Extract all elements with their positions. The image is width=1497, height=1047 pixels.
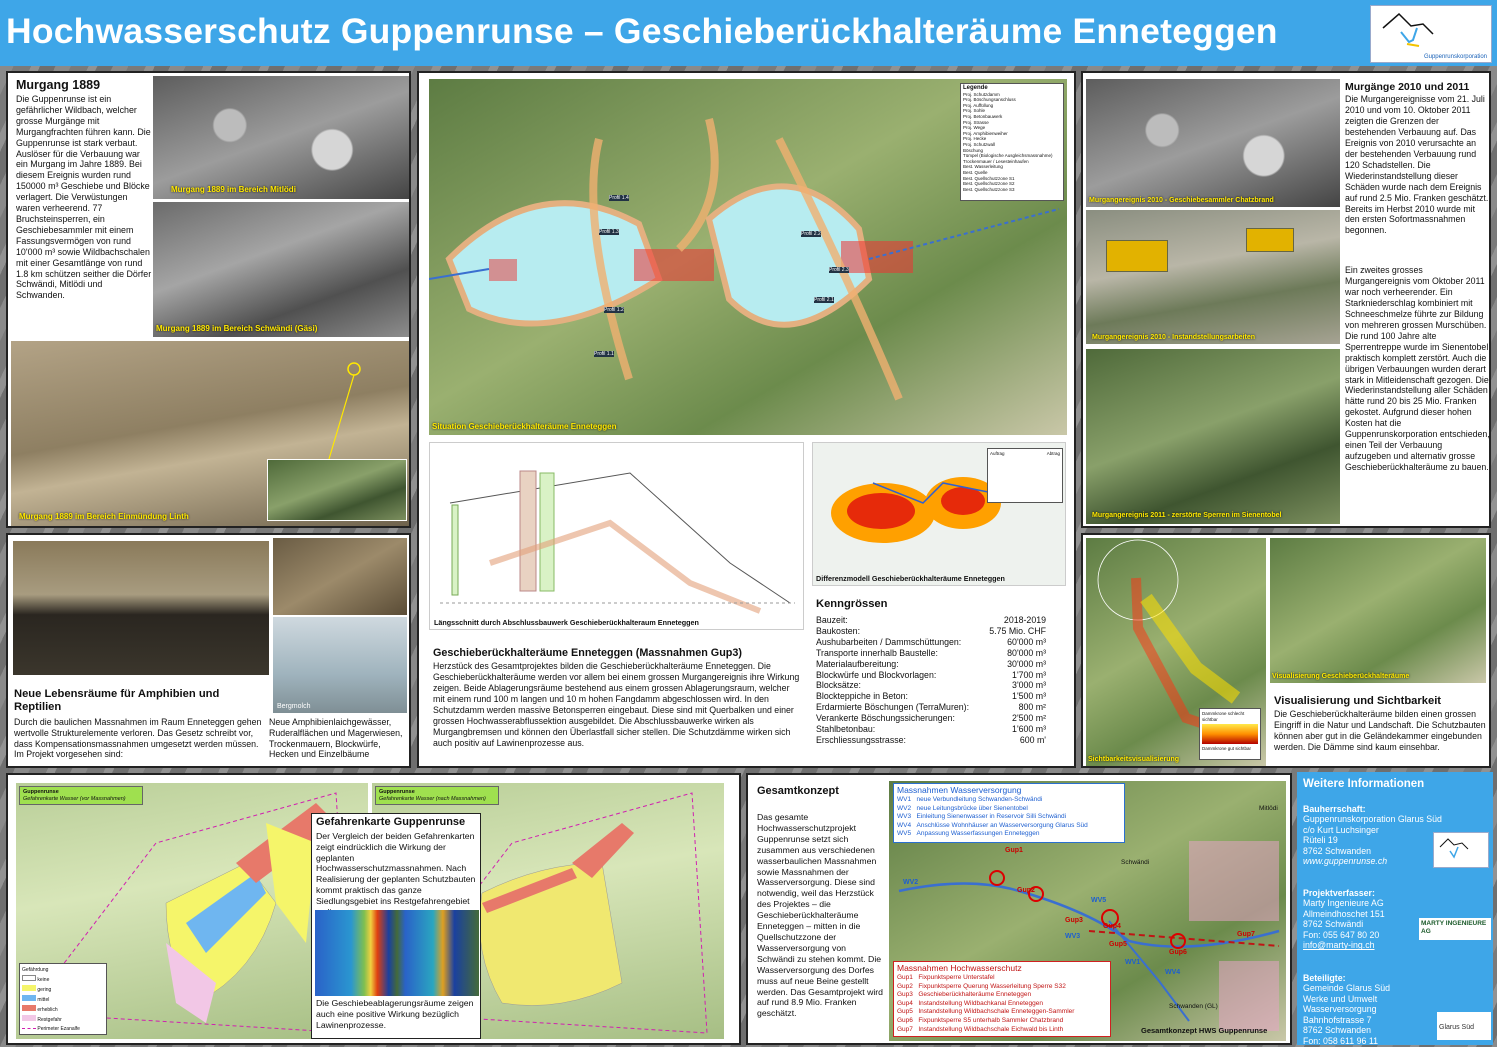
- map-label-gup4: Gup4: [1103, 923, 1121, 930]
- legend-auftrag: Auftrag: [990, 451, 1005, 456]
- murgang-1889-title: Murgang 1889: [16, 78, 101, 92]
- hws-title: Massnahmen Hochwasserschutz: [897, 963, 1022, 973]
- wv-row: WV5 Anpassung Wasserfassungen Enneteggen: [897, 830, 1040, 838]
- hws-row: Gup6 Fixpunktsperre S5 unterhalb Sammler Chatzbrand: [897, 1016, 1064, 1024]
- hws-row: Gup1 Fixpunktsperre Unterstafel: [897, 974, 995, 981]
- excavator-shape: [1106, 240, 1168, 272]
- map-label-gup3: Gup3: [1065, 917, 1083, 924]
- profile-label: Profil 1.3: [599, 229, 619, 235]
- legend-item: Proj. Sohle: [963, 108, 986, 114]
- panel-visualisierung: [1081, 533, 1491, 768]
- info-heading: Bauherrschaft:: [1303, 804, 1366, 814]
- legend-item: Proj. Betonbauwerk: [963, 113, 1003, 119]
- wv-title: Massnahmen Wasserversorgung: [897, 785, 1022, 795]
- murgaenge-2010-text1: Die Murgangereignisse vom 21. Juli 2010 und vom 10. Oktober 2011 zeigten die Grenzen der bestehenden Verbauung auf. Das Ereignis von 2010 verursachte an der bestehenden Verbauung rund 120 Schadstellen. Die Wiederinstandstellung dieser Schäden wurde nach dem Ereignis auf rund 2.5 Mio. Franken geschätzt. Bereits im Herbst 2010 wurde mit den ersten Sofortmassnahmen begonnen.: [1345, 94, 1489, 236]
- map-label-wv4: WV4: [1165, 969, 1181, 976]
- guppenrunskorporation-logo: [1370, 5, 1492, 63]
- info-line: 8762 Schwanden: [1303, 845, 1371, 856]
- legend-item: Proj. Hecke: [963, 136, 987, 142]
- info-line: c/o Kurt Luchsinger: [1303, 824, 1379, 835]
- profile-label: Profil 2.3: [829, 267, 849, 273]
- map-label-gup1: Gup1: [1005, 847, 1023, 854]
- legend-row: gering: [22, 985, 104, 995]
- laengsschnitt-caption: Längsschnitt durch Abschlussbauwerk Geschieberückhalteraum Enneteggen: [434, 618, 699, 627]
- differenzmodell-drawing: [812, 442, 1066, 586]
- wasserversorgung-box: [893, 783, 1125, 843]
- photo-caption: Murgang 1889 im Bereich Schwändi (Gäsi): [156, 324, 318, 333]
- page-title: Hochwasserschutz Guppenrunse – Geschieberückhalteräume Enneteggen: [6, 11, 1278, 51]
- legend-item: Proj. Schutzdamm: [963, 91, 1000, 97]
- excavator-shape: [1246, 228, 1294, 252]
- gesamtkonzept-map-caption: Gesamtkonzept HWS Guppenrunse: [1141, 1026, 1268, 1035]
- map-label-wv3: WV3: [1065, 933, 1081, 940]
- legend-row: mittel: [22, 995, 104, 1005]
- photo-murgang-linth: [11, 341, 409, 526]
- map-label-gup5: Gup5: [1109, 941, 1127, 948]
- panel-amphibien: [6, 533, 411, 768]
- wv-row: WV1 neue Verbundleitung Schwanden-Schwändi: [897, 796, 1043, 803]
- legend-item: Proj. Strasse: [963, 119, 989, 125]
- situation-plan-map: [429, 79, 1067, 435]
- photo-caption: Murgangereignis 2010 - Geschiebesammler Chatzbrand: [1089, 197, 1274, 204]
- legend-item: Best. Wasserleitung: [963, 164, 1003, 170]
- photo-murgang-2011-sienentobel: [1086, 349, 1340, 524]
- hochwasserschutz-box: [893, 961, 1111, 1037]
- info-line: 8762 Schwanden: [1303, 1025, 1371, 1036]
- photo-murgang-2010-instandstellung: [1086, 210, 1340, 344]
- kenn-row: Blockteppiche in Beton: 1'500 m³: [816, 691, 1046, 702]
- legend-item: Best. Quellschutzzone S1: [963, 175, 1015, 181]
- murgang-1889-text: Die Guppenrunse ist ein gefährlicher Wildbach, welcher grosse Murgänge mit Murgangfrachten führen kann. Die Guppenrunse ist stark verbaut. Auslöser für die Verbauung war ein Murgang im Jahre 1889. Bei diesem Ereignis wurden rund 150000 m³ Geschiebe und Blöcke verlagert. Die Verwüstungen waren verheerend. 77 Bruchsteinsperren, ein Geschiebesammler mit einem Fassungsvermögen von rund 10'000 m³ sowie Wildbachschalen mit einer Gesamtlänge von rund 1.8 km schützen seither die Dörfer Schwändi, Mitlödi und Schwanden.: [16, 94, 152, 301]
- visualisierung-text: Die Geschieberückhalteräume bilden einen grossen Eingriff in die Natur und Landschaft. Die Schutzbauten können aber gut in die Geländekammer eingebunden werden. Die Dämme sind kaum einsehbar.: [1274, 709, 1486, 752]
- legend-swatch: [22, 975, 36, 981]
- legend-item: Proj. Auffüllung: [963, 102, 994, 108]
- info-line: 8762 Schwändi: [1303, 919, 1364, 930]
- hws-row: Gup4 Instandstellung Wildbachkanal Enneteggen: [897, 999, 1043, 1007]
- map-label-wv5: WV5: [1091, 897, 1107, 904]
- legend-item: Tümpel (Biologische Ausgleichsmassnahme): [963, 153, 1053, 159]
- tag-sub: Gefahrenkarte Wasser (vor Massnahmen): [23, 795, 126, 802]
- map-label-wv2: WV2: [903, 879, 919, 886]
- photo-caption: Visualisierung Geschieberückhalteräume: [1272, 673, 1410, 680]
- kenn-row: Materialaufbereitung: 30'000 m³: [816, 658, 1046, 669]
- section-drawing: [430, 443, 804, 630]
- profile-label: Profil 2.1: [814, 297, 834, 303]
- gefahrenkarte-tag-vor: [19, 786, 143, 805]
- glarus-sued-logo: Glarus Süd: [1437, 1012, 1491, 1040]
- map-label-wv1: WV1: [1125, 959, 1141, 966]
- photo-caption: Murgang 1889 im Bereich Mitlödi: [171, 185, 296, 194]
- kenn-row: Erdarmierte Böschungen (TerraMuren): 800 m²: [816, 702, 1046, 713]
- legend-row: Perimeter Ezanalfe: [22, 1025, 104, 1034]
- map-label-schwaendi: Schwändi: [1121, 859, 1150, 866]
- laengsschnitt-drawing: [429, 442, 804, 630]
- kenn-row: Stahlbetonbau: 1'600 m³: [816, 724, 1046, 735]
- legend-item: Böschung: [963, 147, 984, 153]
- gesamtkonzept-text: Das gesamte Hochwasserschutzprojekt Guppenrunse setzt sich zusammen aus verschiedenen wasserbaulichen Massnahmen sowie Massnahmen der Wasserversorgung. Diese sind notwendig, weil das Herzstück des Projektes – die Geschieberückhalteräume Enneteggen – mitten in die Quellschutzzone der Wasserversorgung von Schwändi zu stehen kommt. Die Wasserversorgung des Dorfes muss auf neue Beine gestellt werden. Das Gesamtprojekt wird auf rund 8.9 Mio. Franken geschätzt.: [757, 812, 884, 1019]
- legend-row: Restgefahr: [22, 1015, 104, 1025]
- photo-murgang-mitloedi: [153, 76, 409, 199]
- lawinen-simulation-images: [315, 910, 479, 996]
- gefahrenkarte-text2: Die Geschiebeablagerungsräume zeigen auch eine positive Wirkung bezüglich Lawinenprozesse.: [316, 998, 474, 1030]
- gefahrenkarte-tag-nach: [375, 786, 499, 805]
- wv-row: WV2 neue Leitungsbrücke über Sienentobel: [897, 804, 1028, 812]
- legend-row: erheblich: [22, 1005, 104, 1015]
- map-label-mitloedi: Mitlödi: [1259, 805, 1278, 812]
- marty-logo: MARTY INGENIEURE AG: [1419, 918, 1491, 940]
- photo-snake: [273, 538, 407, 615]
- massnahmen-title: Geschieberückhalteräume Enneteggen (Massnahmen Gup3): [433, 647, 742, 659]
- gesamtkonzept-map: [889, 781, 1286, 1041]
- info-logo-guppen: [1433, 832, 1489, 868]
- legend-item: Best. Quellschutzzone S3: [963, 186, 1015, 192]
- photo-caption: Murgangereignis 2010 - Instandstellungsarbeiten: [1092, 334, 1255, 341]
- mountain-logo-icon: [1434, 833, 1490, 869]
- kenn-row: Bauzeit: 2018-2019: [816, 615, 1046, 625]
- info-line: Gemeinde Glarus Süd: [1303, 983, 1391, 993]
- situation-caption: Situation Geschieberückhalteräume Enneteggen: [432, 422, 617, 431]
- legend-item: Trockenmauer / Lesesteinhaufen: [963, 158, 1029, 164]
- photo-caption: Sichtbarkeitsvisualisierung: [1088, 756, 1180, 763]
- legend-item: Proj. Böschungsanschluss: [963, 97, 1016, 103]
- kenn-row: Aushubarbeiten / Dammschüttungen: 60'000 m³: [816, 636, 1046, 647]
- photo-caption: Murgang 1889 im Bereich Einmündung Linth: [19, 512, 189, 521]
- info-heading: Beteiligte:: [1303, 973, 1346, 983]
- logo-text: Guppenrunskorporation: [1423, 54, 1487, 60]
- differenz-caption: Differenzmodell Geschieberückhalteräume Enneteggen: [816, 574, 1005, 583]
- map-label-gup7: Gup7: [1237, 931, 1255, 938]
- photo-murgang-2010-chatzbrand: [1086, 79, 1340, 207]
- gefahrenkarte-textbox: [311, 813, 481, 1039]
- photo-visualisierung: [1270, 538, 1486, 683]
- photo-caption: Murgangereignis 2011 - zerstörte Sperren im Sienentobel: [1092, 512, 1282, 519]
- gesamtkonzept-title: Gesamtkonzept: [757, 785, 839, 797]
- legend-item: Best. Quellschutzzone S2: [963, 181, 1015, 187]
- legend-swatch: [22, 1005, 36, 1011]
- info-line: Guppenrunskorporation Glarus Süd: [1303, 814, 1442, 824]
- kenn-row: Baukosten: 5.75 Mio. CHF: [816, 625, 1046, 636]
- photo-murgang-schwaendi: [153, 202, 409, 337]
- map-label-gup6: Gup6: [1169, 949, 1187, 956]
- amphibien-title: Neue Lebensräume für Amphibien und Reptilien: [14, 688, 220, 713]
- legend-item: Best. Quelle: [963, 169, 988, 175]
- info-line: Fon: 055 647 80 20: [1303, 929, 1380, 940]
- tag-title: Guppenrunse: [379, 789, 415, 795]
- kenn-row: Verankerte Böschungssicherungen: 2'500 m²: [816, 713, 1046, 724]
- photo-tag: Bergmolch: [277, 703, 311, 710]
- legend-bottom: Dammkrone gut sichtbar: [1202, 746, 1252, 752]
- murgaenge-2010-text2: Ein zweites grosses Murgangereignis vom Oktober 2011 war noch verheerender. Ein Starkniederschlag kombiniert mit Schneeschmelze führte zur Bildung von mehreren grossen Murschüben. Die rund 100 Jahre alte Sperrentreppe wurde im Sienentobel praktisch komplett zerstört. Auch die übrigen Verbauungen wurden derart stark in Mitleidenschaft gezogen. Die Wiederinstandstellung aller Schäden hätte rund 20 bis 25 Mio. Franken gekostet. Aufgrund dieser hohen Kosten hat die Guppenrunskorporation entschieden, einen Teil der Verbauung aufzugeben und alternativ grosse Geschieberückhalteräume zu bauen.: [1345, 265, 1490, 473]
- panel-gesamtkonzept: [746, 773, 1292, 1045]
- hws-row: Gup5 Instandstellung Wildbachschale Enneteggen-Sammler: [897, 1008, 1075, 1016]
- panel-geschieberueckhalteraeume: [417, 71, 1076, 768]
- header-banner: [0, 0, 1497, 66]
- legend-swatch: [22, 1015, 36, 1021]
- photo-newt: [273, 617, 407, 713]
- panel-murgang-1889: [6, 71, 411, 528]
- hws-row: Gup7 Instandstellung Wildbachschale Eichwald bis Linth: [897, 1025, 1064, 1033]
- amphibien-list: Neue Amphibienlaichgewässer, Ruderalflächen und Magerwiesen, Trockenmauern, Blockwürfe, Hecken und Einzelbäume: [269, 717, 403, 760]
- info-line: Bahnhofstrasse 7: [1303, 1014, 1372, 1025]
- info-line: Wasserversorgung: [1303, 1004, 1377, 1015]
- legend-swatch: [22, 1028, 36, 1029]
- photo-amphibian-pond: [13, 541, 269, 675]
- legend-title: Gefährdung: [22, 967, 49, 973]
- info-line: Allmeindhoschet 151: [1303, 908, 1385, 919]
- legend-item: Proj. Wege: [963, 125, 986, 131]
- wv-row: WV4 Anschlüsse Wohnhäuser an Wasserversorgung Glarus Süd: [897, 821, 1088, 829]
- info-title: Weitere Informationen: [1303, 778, 1425, 790]
- visualisierung-title: Visualisierung und Sichtbarkeit: [1274, 695, 1442, 707]
- panel-gefahrenkarte: [6, 773, 741, 1045]
- differenz-legend: [987, 448, 1063, 503]
- tag-title: Guppenrunse: [23, 789, 59, 795]
- legend-swatch: [22, 985, 36, 991]
- map-label-schwanden: Schwanden (GL): [1169, 1003, 1218, 1010]
- legend-row: keine: [22, 975, 104, 985]
- murgaenge-2010-title: Murgänge 2010 und 2011: [1345, 81, 1470, 93]
- profile-label: Profil 2.2: [801, 231, 821, 237]
- map-label-gup2: Gup2: [1017, 887, 1035, 894]
- amphibien-text: Durch die baulichen Massnahmen im Raum Enneteggen gehen wertvolle Strukturelemente verloren. Das Gesetz schreibt vor, dass Kompensationsmassnahmen umgesetzt werden müssen. Im Projekt vorgesehen sind:: [14, 717, 262, 760]
- legend-swatch: [22, 995, 36, 1001]
- sichtbarkeit-legend: [1199, 708, 1261, 760]
- kenn-row: Transporte innerhalb Baustelle: 80'000 m³: [816, 647, 1046, 658]
- info-line: Rüteli 19: [1303, 835, 1338, 846]
- kenn-row: Erschliessungsstrasse: 600 m': [816, 734, 1046, 745]
- legend-top: Dammkrone schlecht sichtbar: [1202, 711, 1245, 722]
- panel-weitere-informationen: [1297, 772, 1493, 1045]
- kenn-row: Blockwürfe und Blockvorlagen: 1'700 m³: [816, 669, 1046, 680]
- gefahrenkarte-text: Der Vergleich der beiden Gefahrenkarten zeigt eindrücklich die Wirkung der geplanten Hochwasserschutzmassnahmen. Nach Realisierung der geplanten Schutzbauten kommt praktisch das ganze Siedlungsgebiet ins Restgefahrengebiet: [316, 831, 476, 906]
- tag-sub: Gefahrenkarte Wasser (nach Massnahmen): [379, 795, 486, 802]
- gefahrenkarte-title: Gefahrenkarte Guppenrunse: [316, 816, 466, 828]
- legend-abtrag: Abtrag: [1046, 451, 1060, 456]
- profile-label: Profil 1.1: [594, 351, 614, 357]
- inset-photo-boulder: [267, 459, 407, 521]
- email-link[interactable]: info@marty-ing.ch: [1303, 940, 1375, 951]
- profile-label: Profil 1.4: [609, 195, 629, 201]
- wv-row: WV3 Einleitung Sienenwasser in Reservoir Silli Schwändi: [897, 813, 1067, 821]
- situation-legend: [960, 83, 1064, 201]
- photo-sichtbarkeit-map: [1086, 538, 1266, 766]
- hws-row: Gup2 Fixpunktsperre Querung Wasserleitung Sperre S32: [897, 982, 1066, 990]
- legend-title: Legende: [963, 85, 988, 91]
- kenngroessen-table: [816, 615, 1046, 746]
- info-line: Fon: 058 611 96 11: [1303, 1035, 1378, 1046]
- info-heading: Projektverfasser:: [1303, 888, 1375, 898]
- hws-row: Gup3 Geschieberückhalteräume Enneteggen: [897, 991, 1032, 999]
- gefahrenkarte-legend: [19, 963, 107, 1035]
- info-line: Marty Ingenieure AG: [1303, 898, 1384, 908]
- panel-murgaenge-2010-2011: [1081, 71, 1491, 528]
- legend-gradient: [1202, 724, 1258, 744]
- website-link[interactable]: www.guppenrunse.ch: [1303, 856, 1388, 867]
- kenn-row: Blocksätze: 3'000 m³: [816, 680, 1046, 691]
- profile-label: Profil 1.2: [604, 307, 624, 313]
- kenngroessen-title: Kenngrössen: [816, 598, 888, 610]
- legend-item: Proj. Amphibienweiher: [963, 130, 1008, 136]
- info-line: Werke und Umwelt: [1303, 993, 1378, 1004]
- massnahmen-text: Herzstück des Gesamtprojektes bilden die Geschieberückhalteräume Enneteggen. Die Geschieberückhalteräume werden vor allem bei einem grossen Murgangereignis ihre Wirkung zeigen. Beide Ablagerungsräume bestehend aus einem grossen Ablagerungsraum, welcher mit einem rund 100 m langen und 10 m hohen Fangdamm abgeschlossen wird. In den Schutzdamm werden massive Betonsperren eingebaut. Diese sind mit Querbalken und einer grossen Hochwasserabflussektion ausgebildet. Die Abschlussbauwerke wirken als Murgangbremsen und können den Überlastfall sicher stellen. Die Schutzdämme wirken sich auch positiv auf Lawinenprozesse aus.: [433, 661, 800, 748]
- legend-item: Proj. Schutzwall: [963, 141, 996, 147]
